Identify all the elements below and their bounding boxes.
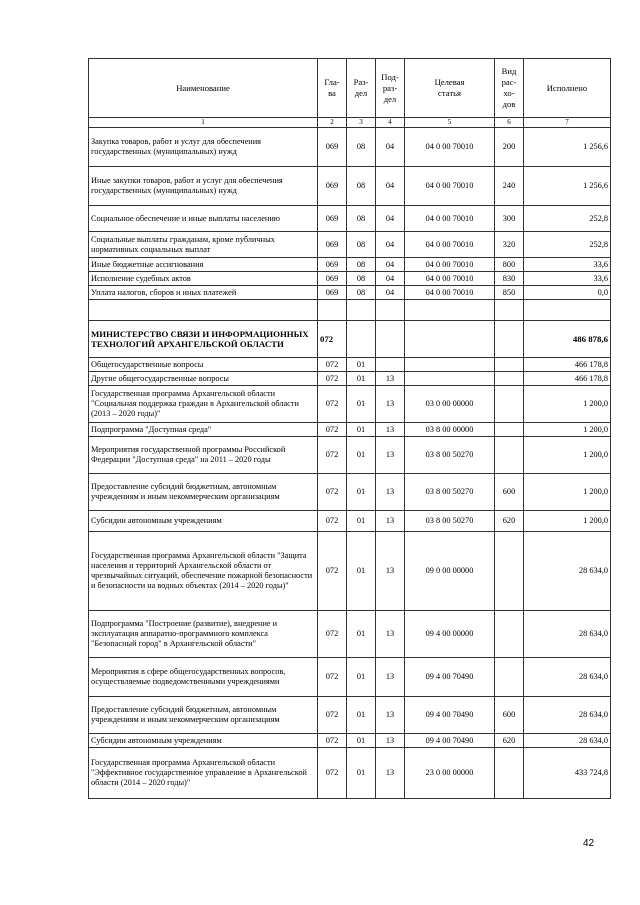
cell-glava: 069: [318, 258, 347, 272]
table-row: [89, 734, 611, 748]
cell-podrazdel: 13: [376, 748, 405, 799]
cell-razdel: 01: [347, 386, 376, 423]
cell-razdel: 01: [347, 423, 376, 437]
cell-vid: 620: [495, 511, 524, 532]
cell-glava: 069: [318, 206, 347, 232]
cell-vid: [495, 423, 524, 437]
cell-statya: 04 0 00 70010: [405, 272, 495, 286]
cell-name: Подпрограмма "Построение (развитие), внедрение и эксплуатация аппаратно-программного комплекса "Безопасный город" в Архангельской области": [89, 611, 318, 658]
cell-name: Мероприятия в сфере общегосударственных вопросов, осуществляемые подведомственными учреждениями: [89, 658, 318, 697]
cell-value: 1 200,0: [524, 423, 611, 437]
cell-glava: 069: [318, 232, 347, 258]
cell-razdel: 08: [347, 258, 376, 272]
cell-statya: [405, 358, 495, 372]
cell-name: Социальные выплаты гражданам, кроме публичных нормативных социальных выплат: [89, 232, 318, 258]
table-row: [89, 258, 611, 272]
header-razdel: Раз- дел: [347, 59, 376, 118]
cell-statya: 09 0 00 00000: [405, 532, 495, 611]
page-number: 42: [583, 838, 595, 849]
cell-statya: 04 0 00 70010: [405, 258, 495, 272]
cell-statya: 03 8 00 50270: [405, 437, 495, 474]
cell-glava: 072: [318, 372, 347, 386]
cell-razdel: 01: [347, 748, 376, 799]
cell-vid: [495, 321, 524, 358]
cell-statya: 09 4 00 00000: [405, 611, 495, 658]
cell-glava: [318, 300, 347, 321]
cell-vid: 200: [495, 128, 524, 167]
cell-glava: 069: [318, 272, 347, 286]
cell-value: 28 634,0: [524, 532, 611, 611]
cell-name: МИНИСТЕРСТВО СВЯЗИ И ИНФОРМАЦИОННЫХ ТЕХНОЛОГИЙ АРХАНГЕЛЬСКОЙ ОБЛАСТИ: [89, 321, 318, 358]
cell-podrazdel: 04: [376, 232, 405, 258]
header-vid: Вид рас- хо- дов: [495, 59, 524, 118]
cell-podrazdel: 13: [376, 697, 405, 734]
cell-razdel: 08: [347, 286, 376, 300]
cell-vid: 600: [495, 697, 524, 734]
column-number: 5: [405, 118, 495, 128]
cell-value: 33,6: [524, 258, 611, 272]
table-row: [89, 372, 611, 386]
cell-statya: 04 0 00 70010: [405, 206, 495, 232]
cell-podrazdel: 04: [376, 286, 405, 300]
cell-name: Государственная программа Архангельской области "Эффективное государственное управление в Архангельской области (2014 – 2020 годы)": [89, 748, 318, 799]
cell-podrazdel: 04: [376, 167, 405, 206]
cell-podrazdel: 13: [376, 437, 405, 474]
cell-statya: 03 8 00 50270: [405, 511, 495, 532]
cell-value: 252,8: [524, 232, 611, 258]
cell-value: 466 178,8: [524, 372, 611, 386]
cell-statya: 09 4 00 70490: [405, 734, 495, 748]
cell-vid: 240: [495, 167, 524, 206]
cell-vid: [495, 386, 524, 423]
cell-value: 486 878,6: [524, 321, 611, 358]
cell-podrazdel: 13: [376, 511, 405, 532]
spacer-row: [89, 300, 611, 321]
cell-razdel: 01: [347, 532, 376, 611]
cell-glava: 072: [318, 511, 347, 532]
cell-name: Предоставление субсидий бюджетным, автономным учреждениям и иным некоммерческим организациям: [89, 474, 318, 511]
cell-vid: 620: [495, 734, 524, 748]
cell-statya: 03 0 00 00000: [405, 386, 495, 423]
cell-razdel: 01: [347, 437, 376, 474]
cell-podrazdel: 04: [376, 258, 405, 272]
cell-name: Другие общегосударственные вопросы: [89, 372, 318, 386]
header-statya: Целевая статья: [405, 59, 495, 118]
cell-statya: 04 0 00 70010: [405, 128, 495, 167]
cell-name: Подпрограмма "Доступная среда": [89, 423, 318, 437]
table-row: [89, 272, 611, 286]
cell-razdel: 01: [347, 474, 376, 511]
cell-value: 1 200,0: [524, 511, 611, 532]
cell-name: Иные бюджетные ассигнования: [89, 258, 318, 272]
cell-glava: 072: [318, 321, 347, 358]
cell-value: 28 634,0: [524, 734, 611, 748]
cell-statya: 23 0 00 00000: [405, 748, 495, 799]
cell-razdel: 08: [347, 128, 376, 167]
cell-value: 1 200,0: [524, 437, 611, 474]
table-row: [89, 532, 611, 611]
cell-razdel: 01: [347, 372, 376, 386]
cell-razdel: 01: [347, 358, 376, 372]
table-row: [89, 658, 611, 697]
cell-value: 28 634,0: [524, 611, 611, 658]
cell-statya: [405, 300, 495, 321]
table-row: [89, 386, 611, 423]
cell-vid: [495, 658, 524, 697]
cell-value: 28 634,0: [524, 658, 611, 697]
table-row: [89, 423, 611, 437]
cell-podrazdel: 13: [376, 423, 405, 437]
cell-razdel: 01: [347, 697, 376, 734]
cell-razdel: 08: [347, 167, 376, 206]
cell-glava: 072: [318, 734, 347, 748]
cell-value: 28 634,0: [524, 697, 611, 734]
table-row: [89, 358, 611, 372]
cell-value: 252,8: [524, 206, 611, 232]
cell-glava: 072: [318, 437, 347, 474]
cell-statya: 04 0 00 70010: [405, 167, 495, 206]
cell-podrazdel: 13: [376, 474, 405, 511]
cell-value: 0,0: [524, 286, 611, 300]
cell-value: 1 256,6: [524, 128, 611, 167]
table-row: [89, 611, 611, 658]
cell-vid: [495, 358, 524, 372]
header-name: Наименование: [89, 59, 318, 118]
cell-razdel: 08: [347, 232, 376, 258]
cell-value: 33,6: [524, 272, 611, 286]
cell-statya: 03 8 00 00000: [405, 423, 495, 437]
document-page: [88, 58, 610, 799]
cell-statya: 04 0 00 70010: [405, 286, 495, 300]
cell-razdel: 01: [347, 611, 376, 658]
cell-vid: 800: [495, 258, 524, 272]
cell-glava: 069: [318, 286, 347, 300]
cell-vid: 320: [495, 232, 524, 258]
cell-statya: 03 8 00 50270: [405, 474, 495, 511]
cell-vid: 830: [495, 272, 524, 286]
cell-name: Исполнение судебных актов: [89, 272, 318, 286]
cell-razdel: 01: [347, 511, 376, 532]
cell-value: 1 200,0: [524, 386, 611, 423]
cell-glava: 072: [318, 748, 347, 799]
cell-razdel: [347, 300, 376, 321]
cell-name: [89, 300, 318, 321]
cell-podrazdel: 13: [376, 386, 405, 423]
cell-name: Субсидии автономным учреждениям: [89, 511, 318, 532]
cell-name: Общегосударственные вопросы: [89, 358, 318, 372]
cell-name: Иные закупки товаров, работ и услуг для обеспечения государственных (муниципальных) нужд: [89, 167, 318, 206]
header-podrazdel: Под- раз- дел: [376, 59, 405, 118]
cell-vid: [495, 611, 524, 658]
cell-vid: [495, 437, 524, 474]
cell-glava: 072: [318, 358, 347, 372]
cell-vid: 600: [495, 474, 524, 511]
cell-statya: [405, 321, 495, 358]
cell-value: 433 724,8: [524, 748, 611, 799]
cell-vid: 850: [495, 286, 524, 300]
cell-glava: 072: [318, 697, 347, 734]
cell-statya: 04 0 00 70010: [405, 232, 495, 258]
cell-glava: 072: [318, 423, 347, 437]
cell-value: [524, 300, 611, 321]
cell-vid: [495, 532, 524, 611]
header-row: [89, 59, 611, 118]
table-row: [89, 697, 611, 734]
cell-name: Предоставление субсидий бюджетным, автономным учреждениям и иным некоммерческим организациям: [89, 697, 318, 734]
cell-podrazdel: [376, 358, 405, 372]
budget-execution-table: [88, 58, 611, 799]
table-row: [89, 474, 611, 511]
cell-vid: 300: [495, 206, 524, 232]
header-glava: Гла- ва: [318, 59, 347, 118]
column-number: 3: [347, 118, 376, 128]
cell-razdel: 08: [347, 272, 376, 286]
cell-statya: 09 4 00 70490: [405, 658, 495, 697]
cell-razdel: 01: [347, 658, 376, 697]
table-row: [89, 232, 611, 258]
cell-vid: [495, 372, 524, 386]
table-row: [89, 206, 611, 232]
table-row: [89, 511, 611, 532]
cell-podrazdel: 13: [376, 611, 405, 658]
cell-podrazdel: [376, 321, 405, 358]
cell-name: Уплата налогов, сборов и иных платежей: [89, 286, 318, 300]
cell-podrazdel: 13: [376, 532, 405, 611]
cell-podrazdel: 13: [376, 372, 405, 386]
cell-name: Социальное обеспечение и иные выплаты населению: [89, 206, 318, 232]
cell-podrazdel: 13: [376, 734, 405, 748]
column-number: 6: [495, 118, 524, 128]
table-row: [89, 748, 611, 799]
cell-glava: 072: [318, 386, 347, 423]
header-value: Исполнено: [524, 59, 611, 118]
cell-glava: 072: [318, 658, 347, 697]
cell-razdel: [347, 321, 376, 358]
cell-podrazdel: [376, 300, 405, 321]
column-number: 2: [318, 118, 347, 128]
cell-glava: 069: [318, 128, 347, 167]
cell-razdel: 01: [347, 734, 376, 748]
cell-statya: [405, 372, 495, 386]
column-number-row: [89, 118, 611, 128]
cell-podrazdel: 13: [376, 658, 405, 697]
table-row: [89, 437, 611, 474]
cell-name: Субсидии автономным учреждениям: [89, 734, 318, 748]
column-number: 4: [376, 118, 405, 128]
cell-podrazdel: 04: [376, 272, 405, 286]
cell-podrazdel: 04: [376, 206, 405, 232]
cell-vid: [495, 748, 524, 799]
table-row: [89, 286, 611, 300]
cell-glava: 072: [318, 611, 347, 658]
cell-value: 1 200,0: [524, 474, 611, 511]
cell-name: Мероприятия государственной программы Российской Федерации "Доступная среда" на 2011 – 2020 годы: [89, 437, 318, 474]
cell-name: Государственная программа Архангельской области "Социальная поддержка граждан в Архангельской области (2013 – 2020 годы)": [89, 386, 318, 423]
column-number: 1: [89, 118, 318, 128]
cell-value: 1 256,6: [524, 167, 611, 206]
cell-value: 466 178,8: [524, 358, 611, 372]
cell-statya: 09 4 00 70490: [405, 697, 495, 734]
table-row: [89, 167, 611, 206]
cell-glava: 072: [318, 532, 347, 611]
cell-glava: 069: [318, 167, 347, 206]
cell-glava: 072: [318, 474, 347, 511]
table-row: [89, 128, 611, 167]
column-number: 7: [524, 118, 611, 128]
cell-podrazdel: 04: [376, 128, 405, 167]
cell-vid: [495, 300, 524, 321]
cell-razdel: 08: [347, 206, 376, 232]
cell-name: Государственная программа Архангельской области "Защита населения и территорий Архангельской области от чрезвычайных ситуаций, обеспечение пожарной безопасности и безопасности на водных объектах (2014 – 2020 годы)": [89, 532, 318, 611]
cell-name: Закупка товаров, работ и услуг для обеспечения государственных (муниципальных) нужд: [89, 128, 318, 167]
table-row: [89, 321, 611, 358]
